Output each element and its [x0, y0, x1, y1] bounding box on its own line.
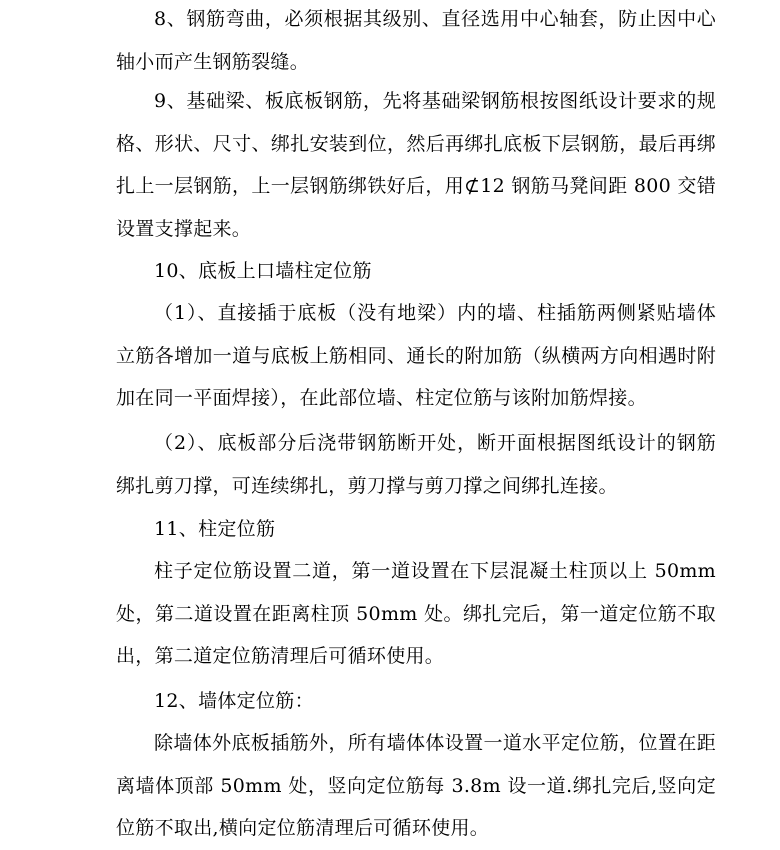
paragraph-item-11: 柱子定位筋设置二道，第一道设置在下层混凝土柱顶以上 50mm 处，第二道设置在距离柱顶 50mm 处。绑扎完后，第一道定位筋不取出，第二道定位筋清理后可循环使用。 — [116, 560, 716, 667]
paragraph-item-12: 除墙体外底板插筋外，所有墙体体设置一道水平定位筋，位置在距离墙体顶部 50mm 处，竖向定位筋每 3.8m 设一道.绑扎完后,竖向定位筋不取出,横向定位筋清理后可循环使用。 — [116, 732, 716, 839]
paragraph-item-8: 8、钢筋弯曲，必须根据其级别、直径选用中心轴套，防止因中心轴小而产生钢筋裂缝。 — [116, 8, 716, 73]
heading-item-10: 10、底板上口墙柱定位筋 — [154, 260, 372, 282]
heading-item-12: 12、墙体定位筋： — [154, 690, 314, 712]
paragraph-10-1: （1）、直接插于底板（没有地梁）内的墙、柱插筋两侧紧贴墙体立筋各增加一道与底板上筋相同、通长的附加筋（纵横两方向相遇时附加在同一平面焊接），在此部位墙、柱定位筋与该附加筋焊接。 — [116, 302, 716, 409]
paragraph-item-9: 9、基础梁、板底板钢筋，先将基础梁钢筋根按图纸设计要求的规格、形状、尺寸、绑扎安装到位，然后再绑扎底板下层钢筋，最后再绑扎上一层钢筋，上一层钢筋绑铁好后，用⊄12 钢筋马凳间距 800 交错设置支撑起来。 — [116, 90, 716, 240]
paragraph-10-2: （2）、底板部分后浇带钢筋断开处，断开面根据图纸设计的钢筋绑扎剪刀撑，可连续绑扎，剪刀撑与剪刀撑之间绑扎连接。 — [116, 432, 716, 497]
heading-item-11: 11、柱定位筋 — [154, 518, 276, 540]
